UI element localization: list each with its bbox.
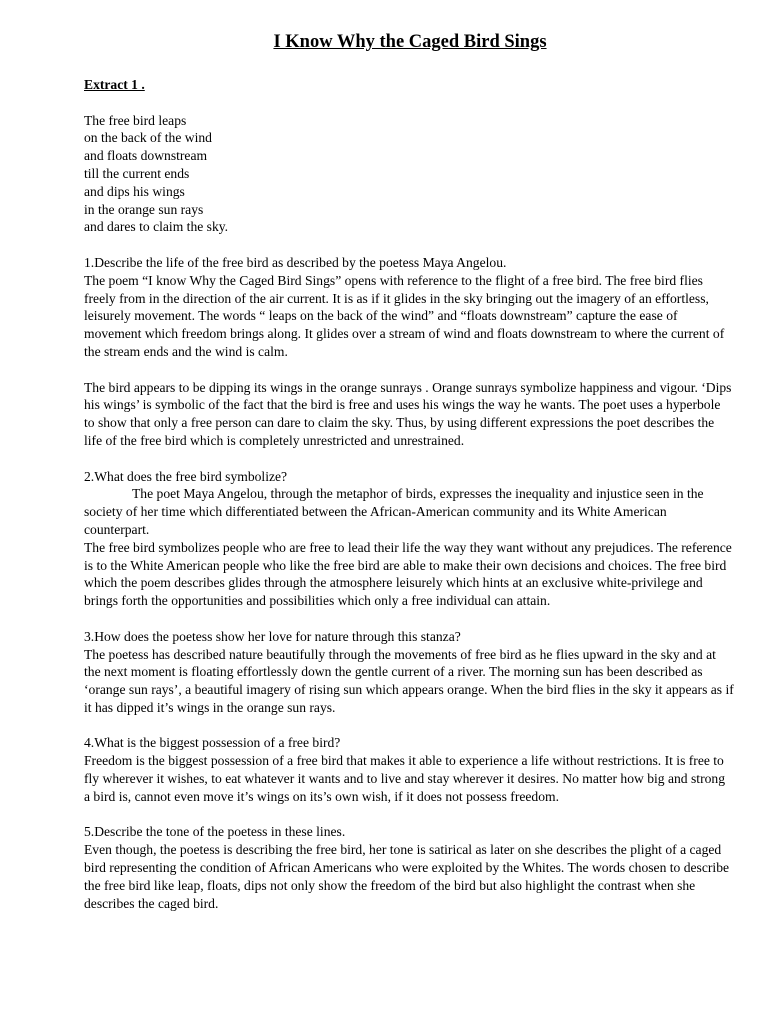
question-3-block	[84, 628, 734, 717]
question-3: 3.How does the poetess show her love for nature through this stanza?	[84, 628, 461, 644]
answer-3-paragraph-1: The poetess has described nature beautifully through the movements of free bird as he flies upward in the sky and at the next moment is floating effortlessly down the gentle current of a river. The morning sun has been described as ‘orange sun rays’, a beautiful imagery of rising sun which appears orange. When the bird flies in the sky it appears as if it has dipped it’s wings in the orange sun rays.	[84, 646, 734, 715]
poem-line: in the orange sun rays	[84, 201, 204, 217]
poem-line: and dares to claim the sky.	[84, 219, 229, 235]
question-2: 2.What does the free bird symbolize?	[84, 468, 288, 484]
answer-4-paragraph-1: Freedom is the biggest possession of a free bird that makes it able to experience a life without restrictions. It is free to fly wherever it wishes, to eat whatever it wants and to live and stay wherever it desires. No matter how big and strong a bird is, cannot even move it’s wings on its’s own wish, if it does not possess freedom.	[84, 753, 725, 804]
poem-line: and floats downstream	[84, 148, 208, 164]
question-4: 4.What is the biggest possession of a free bird?	[84, 735, 341, 751]
question-5: 5.Describe the tone of the poetess in these lines.	[84, 824, 346, 840]
poem-line: and dips his wings	[84, 183, 185, 199]
question-1-block	[84, 254, 734, 450]
answer-2-paragraph-2: The free bird symbolizes people who are free to lead their life the way they want without any prejudices. The reference is to the White American people who like the free bird are able to make their own decisions and choices. The free bird which the poem describes glides through the atmosphere leisurely which hints at an exclusive white-privilege and brings forth the opportunities and possibilities which only a free individual can attain.	[84, 539, 732, 609]
answer-5-paragraph-1: Even though, the poetess is describing the free bird, her tone is satirical as later on she describes the plight of a caged bird representing the condition of African Americans who were exploited by the Whites. The words chosen to describe the free bird like leap, floats, dips not only show the freedom of the bird but also highlight the contrast when she describes the caged bird.	[84, 842, 730, 911]
question-2-block	[84, 468, 734, 610]
poem-line: The free bird leaps	[84, 112, 187, 128]
answer-1-paragraph-2: The bird appears to be dipping its wings in the orange sunrays . Orange sunrays symbolize happiness and vigour. ‘Dips his wings’ is symbolic of the fact that the bird is free and uses his wings the way he wants. The poet uses a hyperbole to show that only a free person can dare to claim the sky. Thus, by using different expressions the poet describes the life of the free bird which is completely unrestricted and unrestrained.	[84, 379, 732, 448]
answer-2-paragraph-1	[84, 485, 734, 538]
answer-1-paragraph-1: The poem “I know Why the Caged Bird Sings” opens with reference to the flight of a free bird. The free bird flies freely from in the direction of the air current. It is as if it glides in the sky bringing out the imagery of an effortless, leisurely movement. The words “ leaps on the back of the wind” and “floats downstream” capture the ease of movement which freedom brings along. It glides over a stream of wind and floats downstream to where the current of the stream ends and the wind is calm.	[84, 272, 725, 359]
poem-line: on the back of the wind	[84, 130, 212, 146]
question-1: 1.Describe the life of the free bird as described by the poetess Maya Angelou.	[84, 254, 507, 270]
question-5-block	[84, 823, 734, 912]
answer-2-paragraph-1-text: The poet Maya Angelou, through the metaphor of birds, expresses the inequality and injustice seen in the society of her time which differentiated between the African-American community and its White American counterpart.	[84, 486, 704, 537]
poem-line: till the current ends	[84, 165, 190, 181]
document-page	[84, 30, 734, 930]
question-4-block	[84, 734, 734, 805]
document-title: I Know Why the Caged Bird Sings	[273, 32, 547, 52]
extract-heading: Extract 1 .	[84, 77, 145, 92]
poem-extract	[84, 112, 734, 237]
